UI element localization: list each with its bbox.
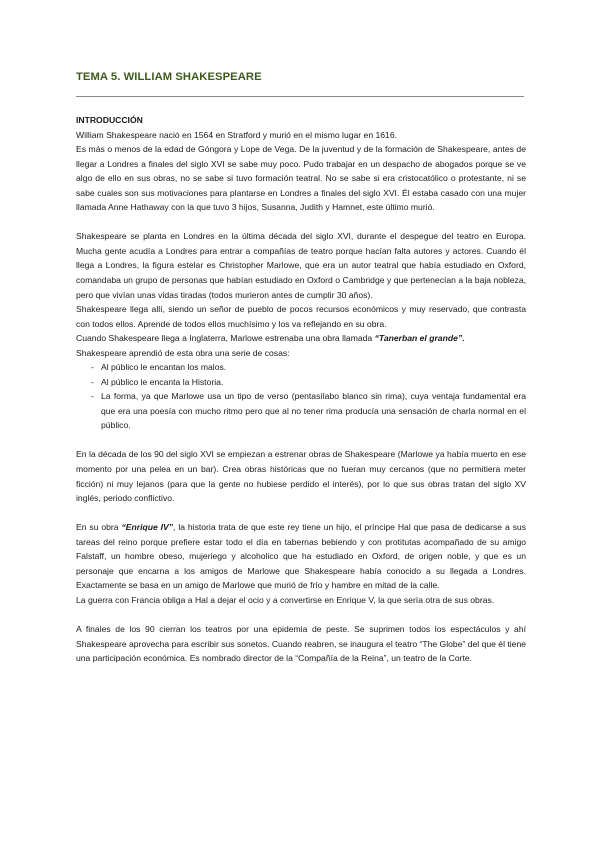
enrique-iv-text: , la historia trata de que este rey tiene un hijo, el príncipe Hal que pasa de dedicarse a sus tareas del reino porque prefiere estar todo el día en tabernas bebiendo y con protitutas acompañado de su amigo Falstaff, un hombre obeso, mujeriego y alcoholico que ha estudiado en Oxford, de origen noble, y que es un personaje que encarna a los amigos de Marlowe que Shakespeare había conocido a su llegada a Londres. Exactamente se basa en un amigo de Marlowe que murió de frío y hambre en mitad de la calle. <box>76 522 527 591</box>
bullet-dash: - <box>91 391 94 402</box>
bullet-dash: - <box>91 376 94 387</box>
enrique-iv-title: “Enrique IV” <box>121 522 174 533</box>
paragraph-lessons: Shakespeare aprendió de esta obra una serie de cosas: <box>76 347 290 358</box>
list-item-text: Al público le encantan los malos. <box>101 362 227 373</box>
paragraph-birth: William Shakespeare nació en 1564 en Stratford y murió en el mismo lugar en 1616. <box>76 129 398 140</box>
list-item-text: Al público le encanta la Historia. <box>101 376 224 387</box>
document-title: TEMA 5. WILLIAM SHAKESPEARE <box>76 71 262 83</box>
paragraph-nineties: En la década de los 90 del siglo XVI se empiezan a estrenar obras de Shakespeare (Marlowe ya había muerto en ese momento por una pelea en un bar). Crea obras históricas que no fueran muy cercanos (que no permitiera meter ficción) ni muy lejanos (para que la gente no hubiese perdido el interés), por lo que sus obras tratan del siglo XV inglés, periodo conflictivo. <box>76 449 526 504</box>
paragraph-globe: A finales de los 90 cierran los teatros por una epidemia de peste. Se suprimen todos los espectáculos y ahí Shakespeare aprovecha para escribir sus sonetos. Cuando reabren, se inaugura el teatro “The Globe” del que él tiene una participación económica. Es nombrado director de la “Compañía de la Reina”, un teatro de la Corte. <box>76 623 527 664</box>
list-item-text: La forma, ya que Marlowe usa un tipo de verso (pentasílabo blanco sin rima), cuya ventaja fundamental era que era una poesía con mucho ritmo pero que al no tener rima producía una sensación de charla normal en el público. <box>101 391 526 431</box>
list-item <box>76 360 526 375</box>
lessons-list <box>76 360 526 433</box>
bullet-dash: - <box>91 362 94 373</box>
marlowe-play-period: . <box>462 333 465 344</box>
paragraph-london: Shakespeare se planta en Londres en la última década del siglo XVI, durante el despegue del teatro en Europa. Mucha gente acudía a Londres para entrar a compañías de teatro porque hacían falta autores y actores. Cuando él llega a Londres, la figura estelar es Christopher Marlowe, que era un autor teatral que había estudiado en Oxford, comandaba un grupo de personas que habían estudiado en Oxford o Cambridge y que pertenecían a la baja nobleza, pero que vivían unas vidas tiradas (todos murieron antes de cumplir 30 años). <box>76 231 526 300</box>
paragraph-marlowe-play <box>76 331 526 346</box>
list-item <box>76 375 526 390</box>
paragraph-arrival: Shakespeare llega allí, siendo un señor de pueblo de pocos recursos económicos y muy reservado, que contrasta con todos ellos. Aprende de todos ellos muchísimo y los va reflejando en su obra. <box>76 304 526 329</box>
paragraph-enrique-iv <box>76 520 526 593</box>
document-body <box>76 113 526 666</box>
marlowe-play-text: Cuando Shakespeare llega a Inglaterra, Marlowe estrenaba una obra llamada <box>76 333 375 344</box>
paragraph-enrique-v: La guerra con Francia obliga a Hal a dejar el ocio y a convertirse en Enrique V, la que sería otra de sus obras. <box>76 594 495 605</box>
marlowe-play-title: “Tanerban el grande” <box>374 333 463 344</box>
section-heading: INTRODUCCIÓN <box>76 115 143 125</box>
title-divider <box>76 96 524 97</box>
paragraph-youth: Es más o menos de la edad de Góngora y Lope de Vega. De la juventud y de la formación de Shakespeare, antes de llegar a Londres a finales del siglo XVI se sabe muy poco. Pudo trabajar en un despacho de abogados porque se ve algo de ello en sus obras, no se sabe si tuvo formación teatral. No se sabe si era cristocatólico o protestante, ni se sabe cuales son sus motivaciones para plantarse en Londres a finales del siglo XVI. Él estaba casado con una mujer llamada Anne Hathaway con la que tuvo 3 hijos, Susanna, Judith y Hamnet, este último murió. <box>76 144 526 213</box>
enrique-iv-intro: En su obra <box>76 522 122 533</box>
list-item <box>76 389 526 433</box>
